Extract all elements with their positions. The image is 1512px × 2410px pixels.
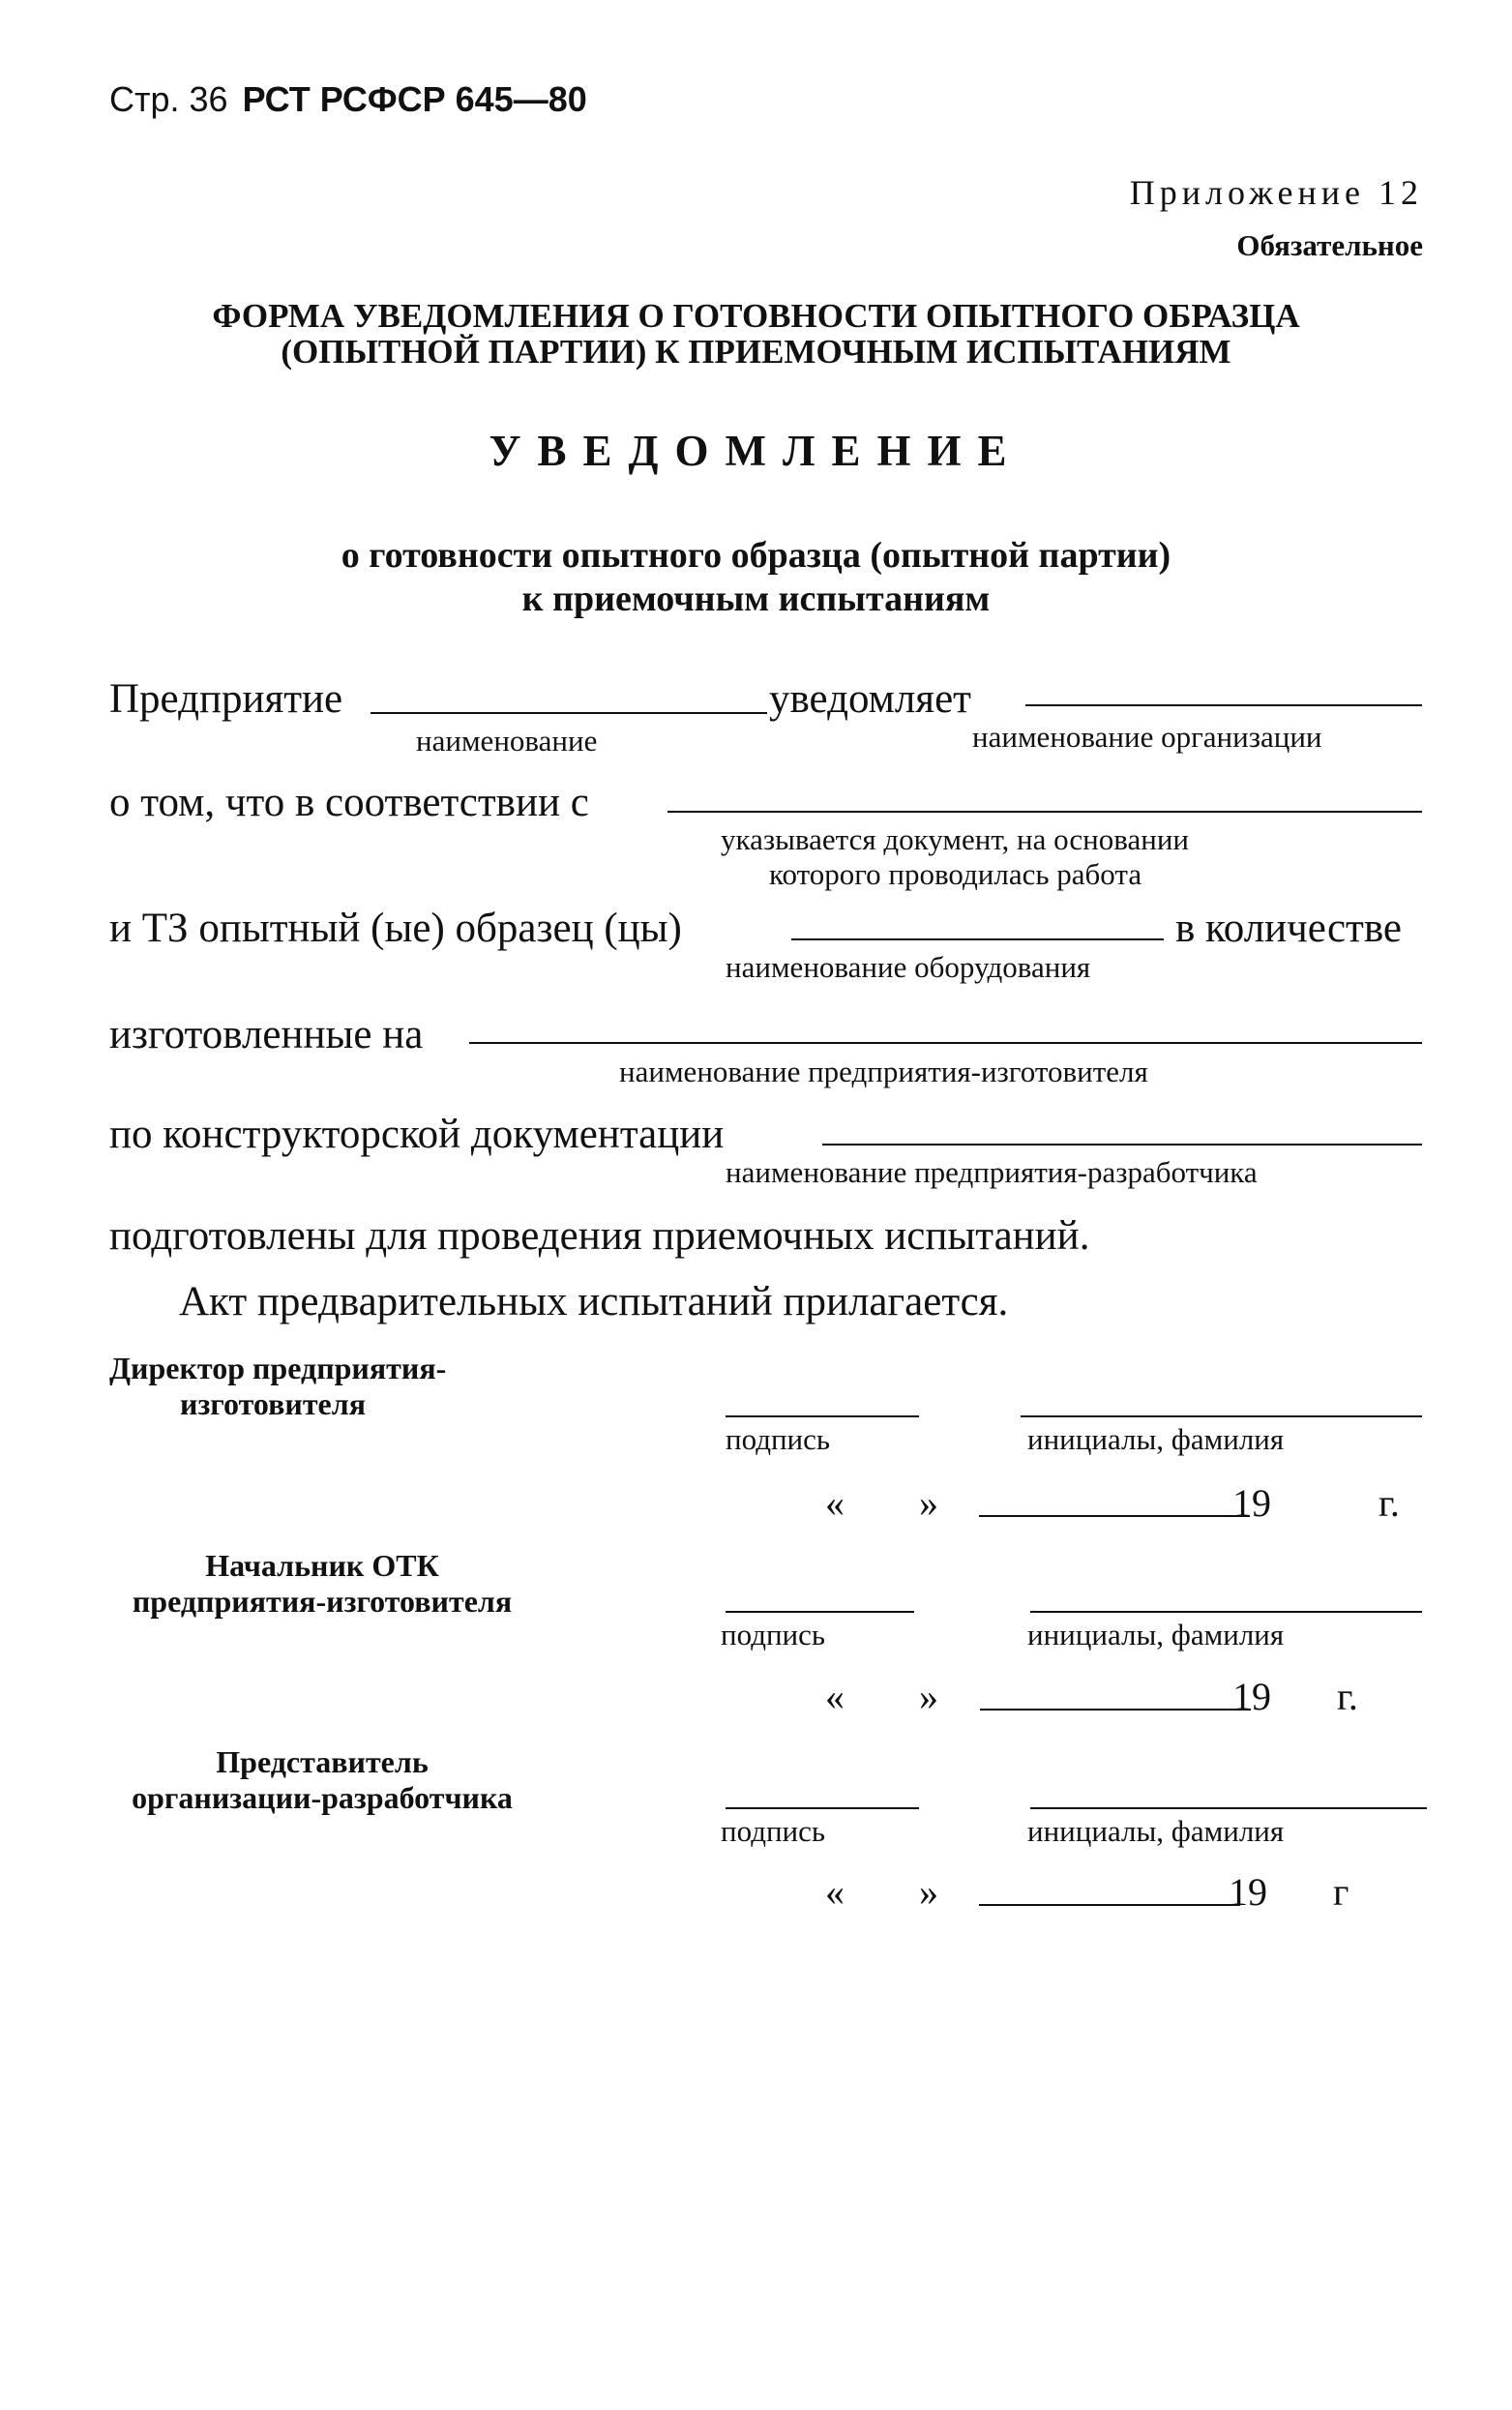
organization-name-field[interactable] bbox=[1025, 704, 1422, 706]
signature-1-sign-caption: подпись bbox=[726, 1422, 831, 1456]
design-docs-label: по конструкторской документации bbox=[109, 1112, 725, 1157]
signature-2-role-line-2: предприятия-изготовителя bbox=[132, 1584, 513, 1619]
signature-3-date-field[interactable] bbox=[979, 1904, 1240, 1906]
signature-3-year-suffix: г bbox=[1333, 1870, 1349, 1914]
signature-3-role-line-1: Представитель bbox=[216, 1744, 429, 1779]
form-title-line-1: ФОРМА УВЕДОМЛЕНИЯ О ГОТОВНОСТИ ОПЫТНОГО ОБРАЗЦА bbox=[212, 297, 1300, 335]
basis-document-caption-2: которого проводилась работа bbox=[769, 857, 1142, 891]
standard-code: РСТ РСФСР 645—80 bbox=[242, 79, 587, 119]
signature-3-date-close-quote: » bbox=[919, 1870, 938, 1914]
signature-3-sign-field[interactable] bbox=[726, 1807, 919, 1809]
signature-3-name-field[interactable] bbox=[1030, 1807, 1427, 1809]
signature-2-sign-caption: подпись bbox=[721, 1618, 826, 1651]
signature-1-date-open-quote: « bbox=[825, 1481, 845, 1525]
organization-caption: наименование организации bbox=[972, 720, 1322, 754]
notice-subtitle-line-1: о готовности опытного образца (опытной партии) bbox=[341, 535, 1171, 576]
manufacturer-field[interactable] bbox=[469, 1042, 1422, 1044]
page-number: Стр. 36 bbox=[109, 79, 228, 119]
signature-3-role bbox=[109, 1744, 535, 1816]
signature-2-date-field[interactable] bbox=[980, 1709, 1251, 1711]
signature-1-role bbox=[109, 1351, 446, 1422]
manufacturer-caption: наименование предприятия-изготовителя bbox=[619, 1055, 1148, 1088]
developer-caption: наименование предприятия-разработчика bbox=[726, 1155, 1258, 1189]
signature-2-year: 19 bbox=[1232, 1675, 1271, 1718]
signature-2-role-line-1: Начальник ОТК bbox=[205, 1548, 439, 1583]
signature-1-role-line-2: изготовителя bbox=[180, 1386, 367, 1421]
notice-heading: УВЕДОМЛЕНИЕ bbox=[489, 427, 1023, 475]
basis-document-field[interactable] bbox=[667, 811, 1422, 813]
signature-3-date-open-quote: « bbox=[825, 1870, 845, 1914]
equipment-name-field[interactable] bbox=[791, 938, 1164, 940]
signature-2-role bbox=[109, 1548, 535, 1620]
quantity-label: в количестве bbox=[1175, 906, 1402, 951]
signature-1-name-field[interactable] bbox=[1021, 1415, 1422, 1417]
signature-1-year-suffix: г. bbox=[1379, 1481, 1400, 1525]
basis-document-caption-1: указывается документ, на основании bbox=[721, 822, 1190, 856]
signature-2-name-field[interactable] bbox=[1030, 1611, 1422, 1613]
signature-2-date-close-quote: » bbox=[919, 1675, 938, 1718]
signature-1-name-caption: инициалы, фамилия bbox=[1027, 1422, 1285, 1456]
enterprise-name-field[interactable] bbox=[371, 712, 767, 714]
accordance-label: о том, что в соответствии с bbox=[109, 780, 589, 825]
page-header bbox=[109, 79, 587, 120]
signature-1-date-close-quote: » bbox=[919, 1481, 938, 1525]
enterprise-caption: наименование bbox=[416, 724, 598, 758]
prepared-statement: подготовлены для проведения приемочных испытаний. bbox=[109, 1213, 1090, 1259]
signature-3-year: 19 bbox=[1229, 1870, 1267, 1914]
prototype-label: и ТЗ опытный (ые) образец (цы) bbox=[109, 906, 682, 951]
form-title-line-2: (ОПЫТНОЙ ПАРТИИ) К ПРИЕМОЧНЫМ ИСПЫТАНИЯМ bbox=[281, 333, 1231, 371]
signature-1-role-line-1: Директор предприятия- bbox=[109, 1351, 447, 1385]
signature-3-name-caption: инициалы, фамилия bbox=[1027, 1814, 1285, 1848]
appendix-label: Приложение 12 bbox=[1129, 173, 1423, 212]
signature-3-role-line-2: организации-разработчика bbox=[132, 1780, 513, 1815]
developer-field[interactable] bbox=[822, 1144, 1422, 1145]
signature-2-sign-field[interactable] bbox=[726, 1611, 914, 1613]
enterprise-label: Предприятие bbox=[109, 676, 343, 722]
notice-subtitle-line-2: к приемочным испытаниям bbox=[521, 579, 991, 619]
signature-1-year: 19 bbox=[1232, 1481, 1271, 1525]
manufactured-label: изготовленные на bbox=[109, 1012, 424, 1057]
signature-2-year-suffix: г. bbox=[1337, 1675, 1358, 1718]
signature-1-sign-field[interactable] bbox=[726, 1415, 919, 1417]
attached-act-statement: Акт предварительных испытаний прилагается. bbox=[179, 1279, 1009, 1324]
notifies-label: уведомляет bbox=[769, 676, 971, 722]
signature-3-sign-caption: подпись bbox=[721, 1814, 826, 1848]
signature-2-name-caption: инициалы, фамилия bbox=[1027, 1618, 1285, 1651]
equipment-caption: наименование оборудования bbox=[726, 950, 1091, 984]
signature-1-date-field[interactable] bbox=[979, 1515, 1250, 1517]
signature-2-date-open-quote: « bbox=[825, 1675, 845, 1718]
appendix-status: Обязательное bbox=[1236, 228, 1423, 262]
